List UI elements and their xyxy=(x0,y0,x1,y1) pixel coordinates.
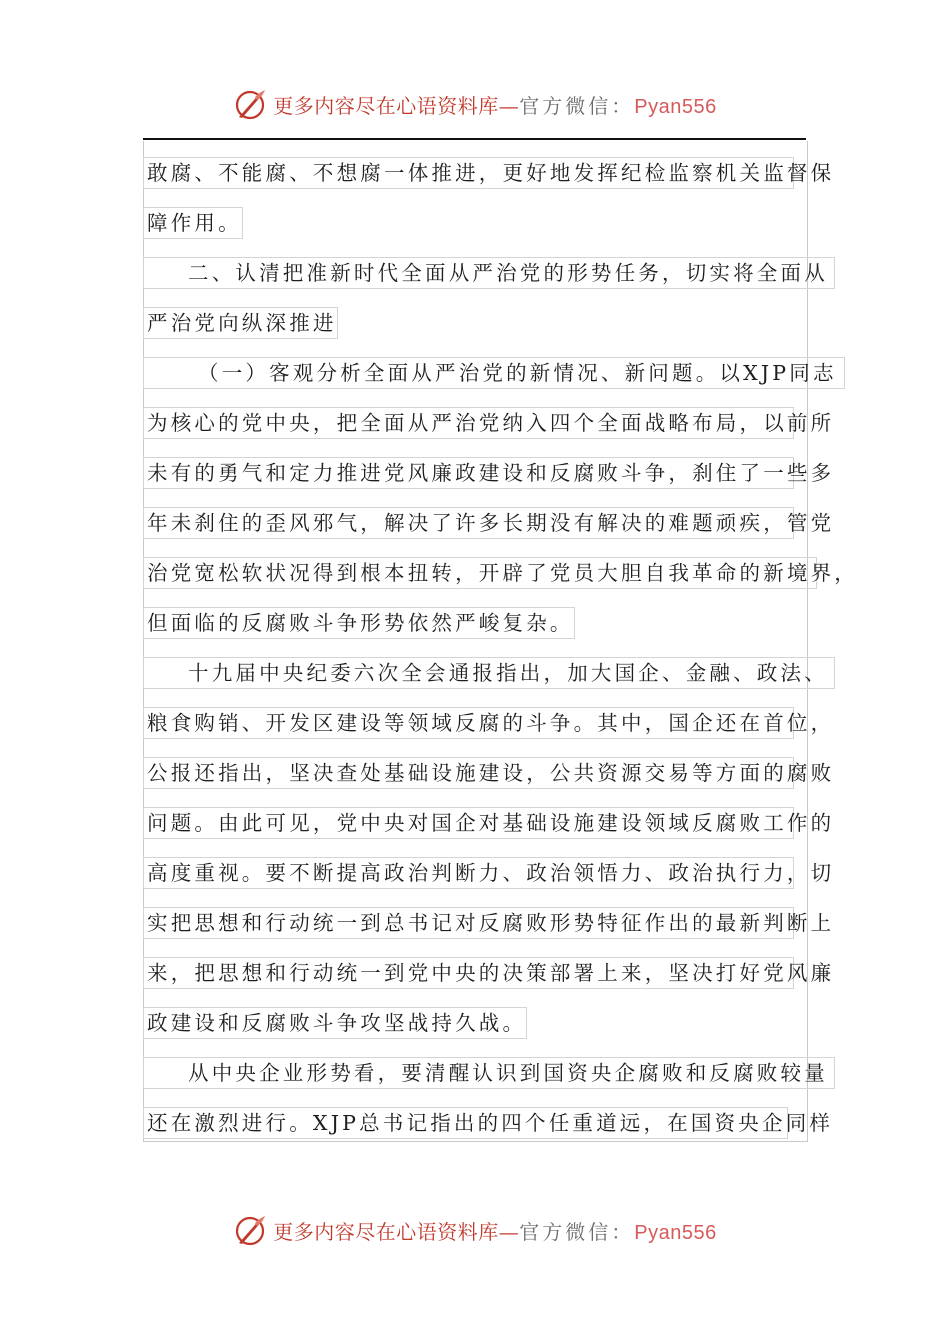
text-line xyxy=(143,899,843,949)
text-line-content: 治党宽松软状况得到根本扭转，开辟了党员大胆自我革命的新境界， xyxy=(143,557,817,589)
text-line xyxy=(143,549,858,599)
text-line-content: 公报还指出，坚决查处基础设施建设，公共资源交易等方面的腐败 xyxy=(143,757,794,789)
text-line xyxy=(143,399,843,449)
paragraph-start-line xyxy=(143,1049,843,1099)
quill-pen-logo-icon xyxy=(233,87,267,121)
text-line xyxy=(143,449,843,499)
footer-dash: — xyxy=(498,1219,520,1244)
text-line-content: 年未刹住的歪风邪气，解决了许多长期没有解决的难题顽疾，管党 xyxy=(143,507,794,539)
text-line-content: 十九届中央纪委六次全会通报指出，加大国企、金融、政法、 xyxy=(143,657,835,689)
text-line xyxy=(143,999,843,1049)
header-wechat-label: 官方微信： xyxy=(519,93,635,118)
footer-banner-text xyxy=(273,1216,716,1245)
header-banner xyxy=(0,84,950,124)
text-line xyxy=(143,499,843,549)
text-line xyxy=(143,1099,843,1149)
section-heading-line xyxy=(143,249,843,299)
text-line xyxy=(143,949,843,999)
header-site-text: 更多内容尽在心语资料库 xyxy=(273,93,499,118)
subsection-line xyxy=(143,349,843,399)
footer-site-text: 更多内容尽在心语资料库 xyxy=(273,1219,499,1244)
text-line xyxy=(143,149,843,199)
text-line xyxy=(143,599,843,649)
text-line-content: 来，把思想和行动统一到党中央的决策部署上来，坚决打好党风廉 xyxy=(143,957,794,989)
text-line-content: 政建设和反腐败斗争攻坚战持久战。 xyxy=(143,1007,527,1039)
text-line-content: 未有的勇气和定力推进党风廉政建设和反腐败斗争，刹住了一些多 xyxy=(143,457,794,489)
paragraph-start-line xyxy=(143,649,843,699)
footer-banner xyxy=(0,1210,950,1250)
text-line xyxy=(143,699,843,749)
text-line-content: 问题。由此可见，党中央对国企对基础设施建设领域反腐败工作的 xyxy=(143,807,794,839)
header-banner-text xyxy=(273,90,716,119)
section-heading-line xyxy=(143,299,843,349)
header-wechat-id: Pyan556 xyxy=(634,95,717,118)
text-line-content: 敢腐、不能腐、不想腐一体推进，更好地发挥纪检监察机关监督保 xyxy=(143,157,794,189)
quill-pen-logo-icon xyxy=(233,1213,267,1247)
text-line-content: 障作用。 xyxy=(143,207,243,239)
text-line-content: 从中央企业形势看，要清醒认识到国资央企腐败和反腐败较量 xyxy=(143,1057,835,1089)
section-heading: 严治党向纵深推进 xyxy=(143,307,338,339)
text-line-content: 高度重视。要不断提高政治判断力、政治领悟力、政治执行力，切 xyxy=(143,857,794,889)
section-heading: 二、认清把准新时代全面从严治党的形势任务，切实将全面从 xyxy=(143,257,835,289)
text-line-content: 实把思想和行动统一到总书记对反腐败形势特征作出的最新判断上 xyxy=(143,907,794,939)
text-line-content: 为核心的党中央，把全面从严治党纳入四个全面战略布局，以前所 xyxy=(143,407,794,439)
document-body xyxy=(143,149,858,1149)
subsection-heading: （一）客观分析全面从严治党的新情况、新问题。以XJP同志 xyxy=(143,357,845,389)
text-line-content: 粮食购销、开发区建设等领域反腐的斗争。其中，国企还在首位， xyxy=(143,707,794,739)
text-line xyxy=(143,199,843,249)
top-rule xyxy=(143,138,806,140)
header-dash: — xyxy=(498,93,520,118)
text-line xyxy=(143,799,843,849)
text-line xyxy=(143,749,843,799)
text-line xyxy=(143,849,843,899)
footer-wechat-label: 官方微信： xyxy=(519,1219,635,1244)
text-line-content: 但面临的反腐败斗争形势依然严峻复杂。 xyxy=(143,607,575,639)
text-line-content: 还在激烈进行。XJP总书记指出的四个任重道远，在国资央企同样 xyxy=(143,1107,788,1139)
footer-wechat-id: Pyan556 xyxy=(634,1221,717,1244)
